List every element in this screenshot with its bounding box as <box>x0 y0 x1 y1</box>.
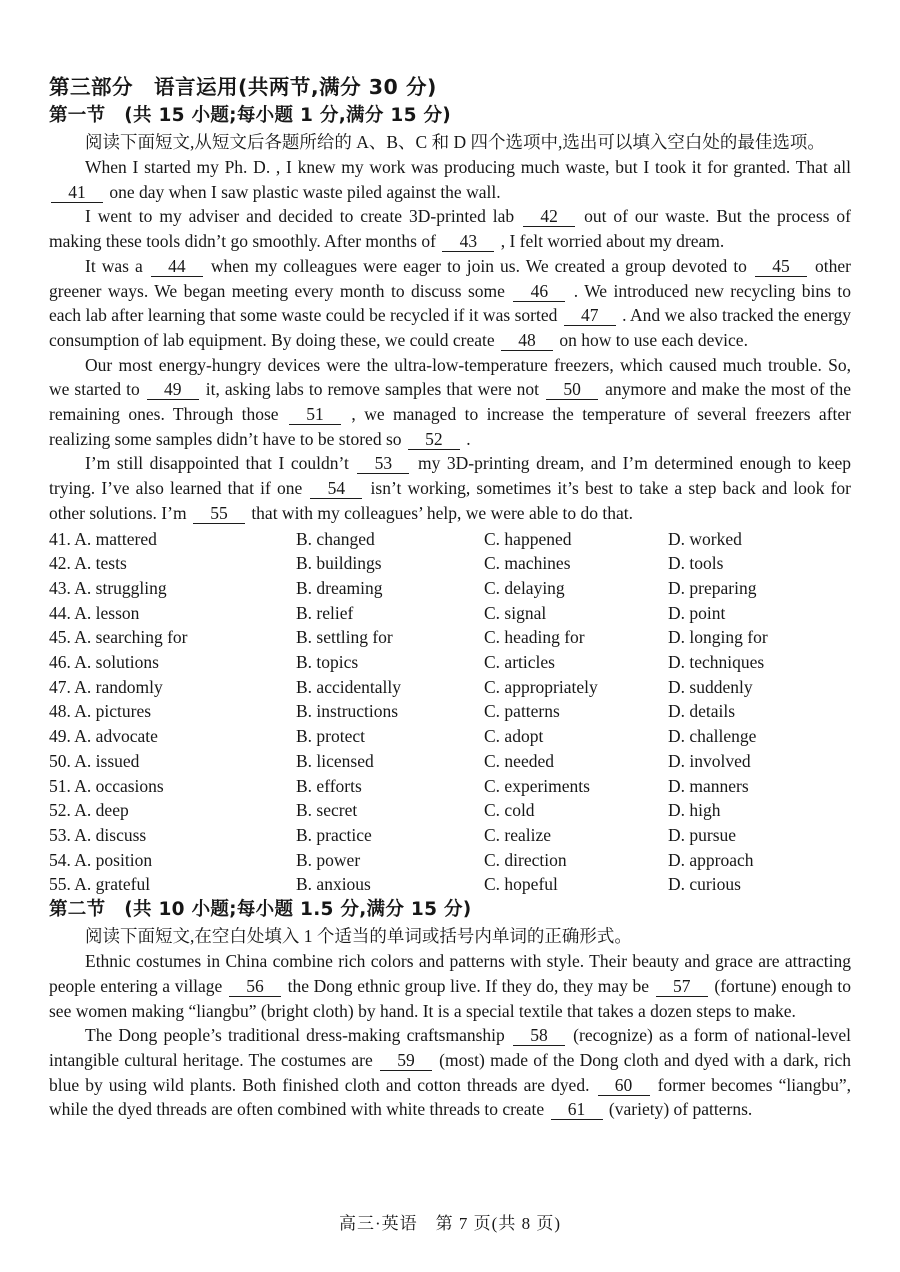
option-cell-47-B: B. accidentally <box>296 676 401 697</box>
option-cell-52-D: D. high <box>668 800 721 821</box>
option-cell-41-D: D. worked <box>668 528 742 549</box>
option-cell-42-D: D. tools <box>668 553 724 574</box>
option-cell-55-D: D. curious <box>668 874 741 895</box>
blank-48: 48 <box>501 331 553 351</box>
option-cell-51-B: B. efforts <box>296 775 362 796</box>
option-cell-53-C: C. realize <box>484 824 552 845</box>
blank-49: 49 <box>147 380 199 400</box>
option-cell-54-B: B. power <box>296 849 361 870</box>
blank-52: 52 <box>408 430 460 450</box>
blank-50: 50 <box>546 380 598 400</box>
cloze-paragraph-5: I’m still disappointed that I couldn’t 53 my 3D-printing dream, and I’m determined enough to keep trying. I’ve also learned that if one 54 isn’t working, sometimes it’s best to take a step back and look for other solutions. I’m 55 that with my colleagues’ help, we were able to do that. <box>49 453 851 523</box>
option-cell-44-D: D. point <box>668 602 726 623</box>
blank-56: 56 <box>229 977 281 997</box>
blank-58: 58 <box>513 1026 565 1046</box>
blank-46: 46 <box>513 282 565 302</box>
option-cell-42-B: B. buildings <box>296 553 382 574</box>
option-cell-47-A: 47. A. randomly <box>49 676 163 697</box>
option-cell-47-D: D. suddenly <box>668 676 753 697</box>
option-cell-43-A: 43. A. struggling <box>49 577 167 598</box>
option-cell-49-C: C. adopt <box>484 726 544 747</box>
blank-53: 53 <box>357 454 409 474</box>
option-cell-51-C: C. experiments <box>484 775 590 796</box>
option-cell-52-C: C. cold <box>484 800 535 821</box>
options-table <box>49 527 851 898</box>
blank-47: 47 <box>564 306 616 326</box>
option-cell-50-A: 50. A. issued <box>49 750 140 771</box>
option-cell-45-B: B. settling for <box>296 627 393 648</box>
option-cell-46-A: 46. A. solutions <box>49 652 159 673</box>
option-cell-55-B: B. anxious <box>296 874 371 895</box>
page-footer: 高三·英语 第 7 页(共 8 页) <box>339 1214 561 1233</box>
option-cell-52-A: 52. A. deep <box>49 800 129 821</box>
option-cell-45-A: 45. A. searching for <box>49 627 188 648</box>
option-cell-48-B: B. instructions <box>296 701 399 722</box>
blank-60: 60 <box>598 1076 650 1096</box>
option-cell-48-C: C. patterns <box>484 701 560 722</box>
option-cell-54-A: 54. A. position <box>49 849 153 870</box>
blank-45: 45 <box>755 257 807 277</box>
option-cell-43-C: C. delaying <box>484 577 565 598</box>
section2-instructions: 阅读下面短文,在空白处填入 1 个适当的单词或括号内单词的正确形式。 <box>85 926 632 947</box>
blank-51: 51 <box>289 405 341 425</box>
option-cell-44-B: B. relief <box>296 602 354 623</box>
option-cell-43-D: D. preparing <box>668 577 757 598</box>
option-cell-47-C: C. appropriately <box>484 676 598 697</box>
option-cell-45-D: D. longing for <box>668 627 768 648</box>
cloze-paragraph-4: Our most energy-hungry devices were the ultra-low-temperature freezers, which caused much trouble. So, we started to 49 it, asking labs to remove samples that were not 50 anymore and make the most of the remaining ones. Through those 51 , we managed to increase the temperature of several freezers after realizing some samples didn’t have to be stored so 52 . <box>49 354 851 449</box>
option-cell-55-C: C. hopeful <box>484 874 558 895</box>
option-cell-45-C: C. heading for <box>484 627 585 648</box>
cloze-paragraph-1: When I started my Ph. D. , I knew my work was producing much waste, but I took it for granted. That all 41 one day when I saw plastic waste piled against the wall. <box>49 155 851 204</box>
blank-44: 44 <box>151 257 203 277</box>
part3-title: 第三部分 语言运用(共两节,满分 30 分) <box>49 75 437 99</box>
option-cell-54-C: C. direction <box>484 849 567 870</box>
option-cell-43-B: B. dreaming <box>296 577 383 598</box>
blank-42: 42 <box>523 207 575 227</box>
cloze-paragraph-3: It was a 44 when my colleagues were eager to join us. We created a group devoted to 45 other greener ways. We began meeting every month to discuss some 46 . We introduced new recycling bins to each lab after learning that some waste could be recycled if it was sorted 47 . And we also tracked the energy consumption of lab equipment. By doing these, we could create 48 on how to use each device. <box>49 255 852 350</box>
option-cell-53-A: 53. A. discuss <box>49 824 147 845</box>
gapfill-paragraph-1: Ethnic costumes in China combine rich colors and patterns with style. Their beauty and grace are attracting people entering a village 56 the Dong ethnic group live. If they do, they may be 57 (fortune) enough to see women making “liangbu” (bright cloth) by hand. It is a special textile that takes a dozen steps to make. <box>49 951 851 1021</box>
section1-instructions: 阅读下面短文,从短文后各题所给的 A、B、C 和 D 四个选项中,选出可以填入空白处的最佳选项。 <box>85 132 825 152</box>
option-cell-48-A: 48. A. pictures <box>49 701 152 722</box>
option-cell-41-A: 41. A. mattered <box>49 528 157 549</box>
blank-43: 43 <box>442 232 494 252</box>
gapfill-passage <box>49 949 851 1122</box>
blank-59: 59 <box>380 1051 432 1071</box>
option-cell-41-B: B. changed <box>296 528 375 549</box>
option-cell-42-C: C. machines <box>484 553 571 574</box>
blank-41: 41 <box>51 183 103 203</box>
option-cell-50-C: C. needed <box>484 750 554 771</box>
option-cell-49-B: B. protect <box>296 726 366 747</box>
option-cell-53-D: D. pursue <box>668 824 737 845</box>
option-cell-44-A: 44. A. lesson <box>49 602 140 623</box>
blank-61: 61 <box>551 1100 603 1120</box>
option-cell-44-C: C. signal <box>484 602 547 623</box>
cloze-paragraph-2: I went to my adviser and decided to create 3D-printed lab 42 out of our waste. But the process of making these tools didn’t go smoothly. After months of 43 , I felt worried about my dream. <box>49 206 851 252</box>
blank-57: 57 <box>656 977 708 997</box>
option-cell-55-A: 55. A. grateful <box>49 874 151 895</box>
blank-55: 55 <box>193 504 245 524</box>
option-cell-49-A: 49. A. advocate <box>49 726 158 747</box>
option-cell-49-D: D. challenge <box>668 726 757 747</box>
option-cell-52-B: B. secret <box>296 800 358 821</box>
option-cell-46-B: B. topics <box>296 652 359 673</box>
cloze-passage <box>49 155 851 526</box>
gapfill-paragraph-2: The Dong people’s traditional dress-making craftsmanship 58 (recognize) as a form of national-level intangible cultural heritage. The costumes are 59 (most) made of the Dong cloth and dyed with a dark, rich blue by using wild plants. Both finished cloth and cotton threads are dyed. 60 former becomes “liangbu”, while the dyed threads are often combined with white threads to create 61 (variety) of patterns. <box>49 1025 852 1120</box>
option-cell-46-C: C. articles <box>484 652 555 673</box>
option-cell-50-D: D. involved <box>668 750 751 771</box>
option-cell-51-D: D. manners <box>668 775 749 796</box>
option-cell-46-D: D. techniques <box>668 652 765 673</box>
option-cell-53-B: B. practice <box>296 824 372 845</box>
option-cell-51-A: 51. A. occasions <box>49 775 164 796</box>
blank-54: 54 <box>310 479 362 499</box>
section2-title: 第二节 (共 10 小题;每小题 1.5 分,满分 15 分) <box>49 899 472 921</box>
option-cell-41-C: C. happened <box>484 528 572 549</box>
option-cell-48-D: D. details <box>668 701 736 722</box>
section1-title: 第一节 (共 15 小题;每小题 1 分,满分 15 分) <box>49 105 452 126</box>
option-cell-50-B: B. licensed <box>296 750 374 771</box>
option-cell-54-D: D. approach <box>668 849 754 870</box>
option-cell-42-A: 42. A. tests <box>49 553 127 574</box>
